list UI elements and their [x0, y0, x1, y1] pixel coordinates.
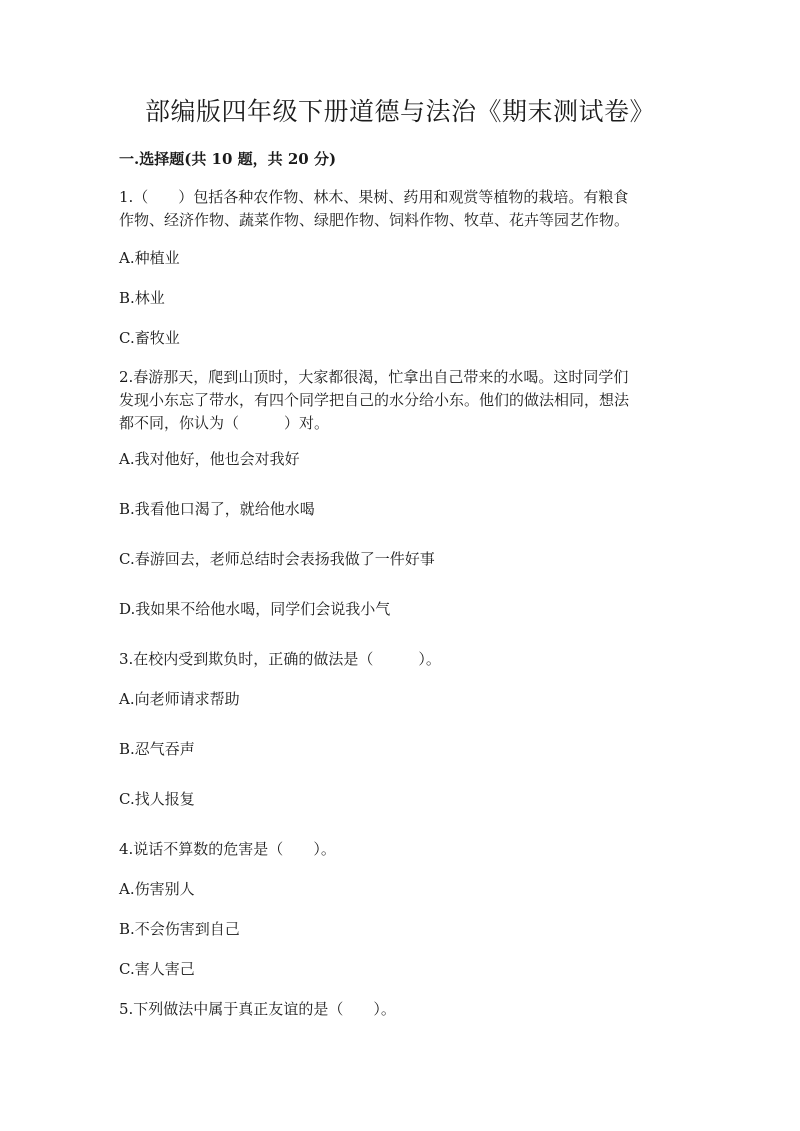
question-2-stem-line-3: 都不同，你认为（ ）对。	[119, 414, 330, 432]
question-2-option-d: D.我如果不给他水喝，同学们会说我小气	[119, 600, 391, 618]
page-title: 部编版四年级下册道德与法治《期末测试卷》	[144, 97, 655, 126]
question-2-stem-line-2: 发现小东忘了带水，有四个同学把自己的水分给小东。他们的做法相同，想法	[119, 391, 630, 409]
question-2-option-a: A.我对他好，他也会对我好	[119, 450, 300, 468]
question-4-option-c: C.害人害己	[119, 960, 195, 978]
question-4-option-b: B.不会伤害到自己	[119, 920, 240, 938]
question-2-stem-line-1: 2.春游那天，爬到山顶时，大家都很渴，忙拿出自己带来的水喝。这时同学们	[119, 368, 629, 386]
question-1-stem-line-1: 1.（ ）包括各种农作物、林木、果树、药用和观赏等植物的栽培。有粮食	[119, 188, 629, 206]
question-5-stem: 5.下列做法中属于真正友谊的是（ ）。	[119, 1000, 396, 1018]
question-1-option-c: C.畜牧业	[119, 329, 180, 347]
question-1-option-a: A.种植业	[119, 249, 180, 267]
question-4-stem: 4.说话不算数的危害是（ ）。	[119, 840, 336, 858]
section-heading: 一.选择题(共 10 题，共 20 分)	[119, 150, 337, 168]
question-2-option-b: B.我看他口渴了，就给他水喝	[119, 500, 315, 518]
question-1-option-b: B.林业	[119, 289, 165, 307]
question-2-option-c: C.春游回去，老师总结时会表扬我做了一件好事	[119, 550, 435, 568]
question-1-stem-line-2: 作物、经济作物、蔬菜作物、绿肥作物、饲料作物、牧草、花卉等园艺作物。	[119, 211, 630, 229]
question-3-option-a: A.向老师请求帮助	[119, 690, 240, 708]
question-3-option-b: B.忍气吞声	[119, 740, 195, 758]
question-3-stem: 3.在校内受到欺负时，正确的做法是（ ）。	[119, 650, 441, 668]
question-4-option-a: A.伤害别人	[119, 880, 195, 898]
question-3-option-c: C.找人报复	[119, 790, 195, 808]
